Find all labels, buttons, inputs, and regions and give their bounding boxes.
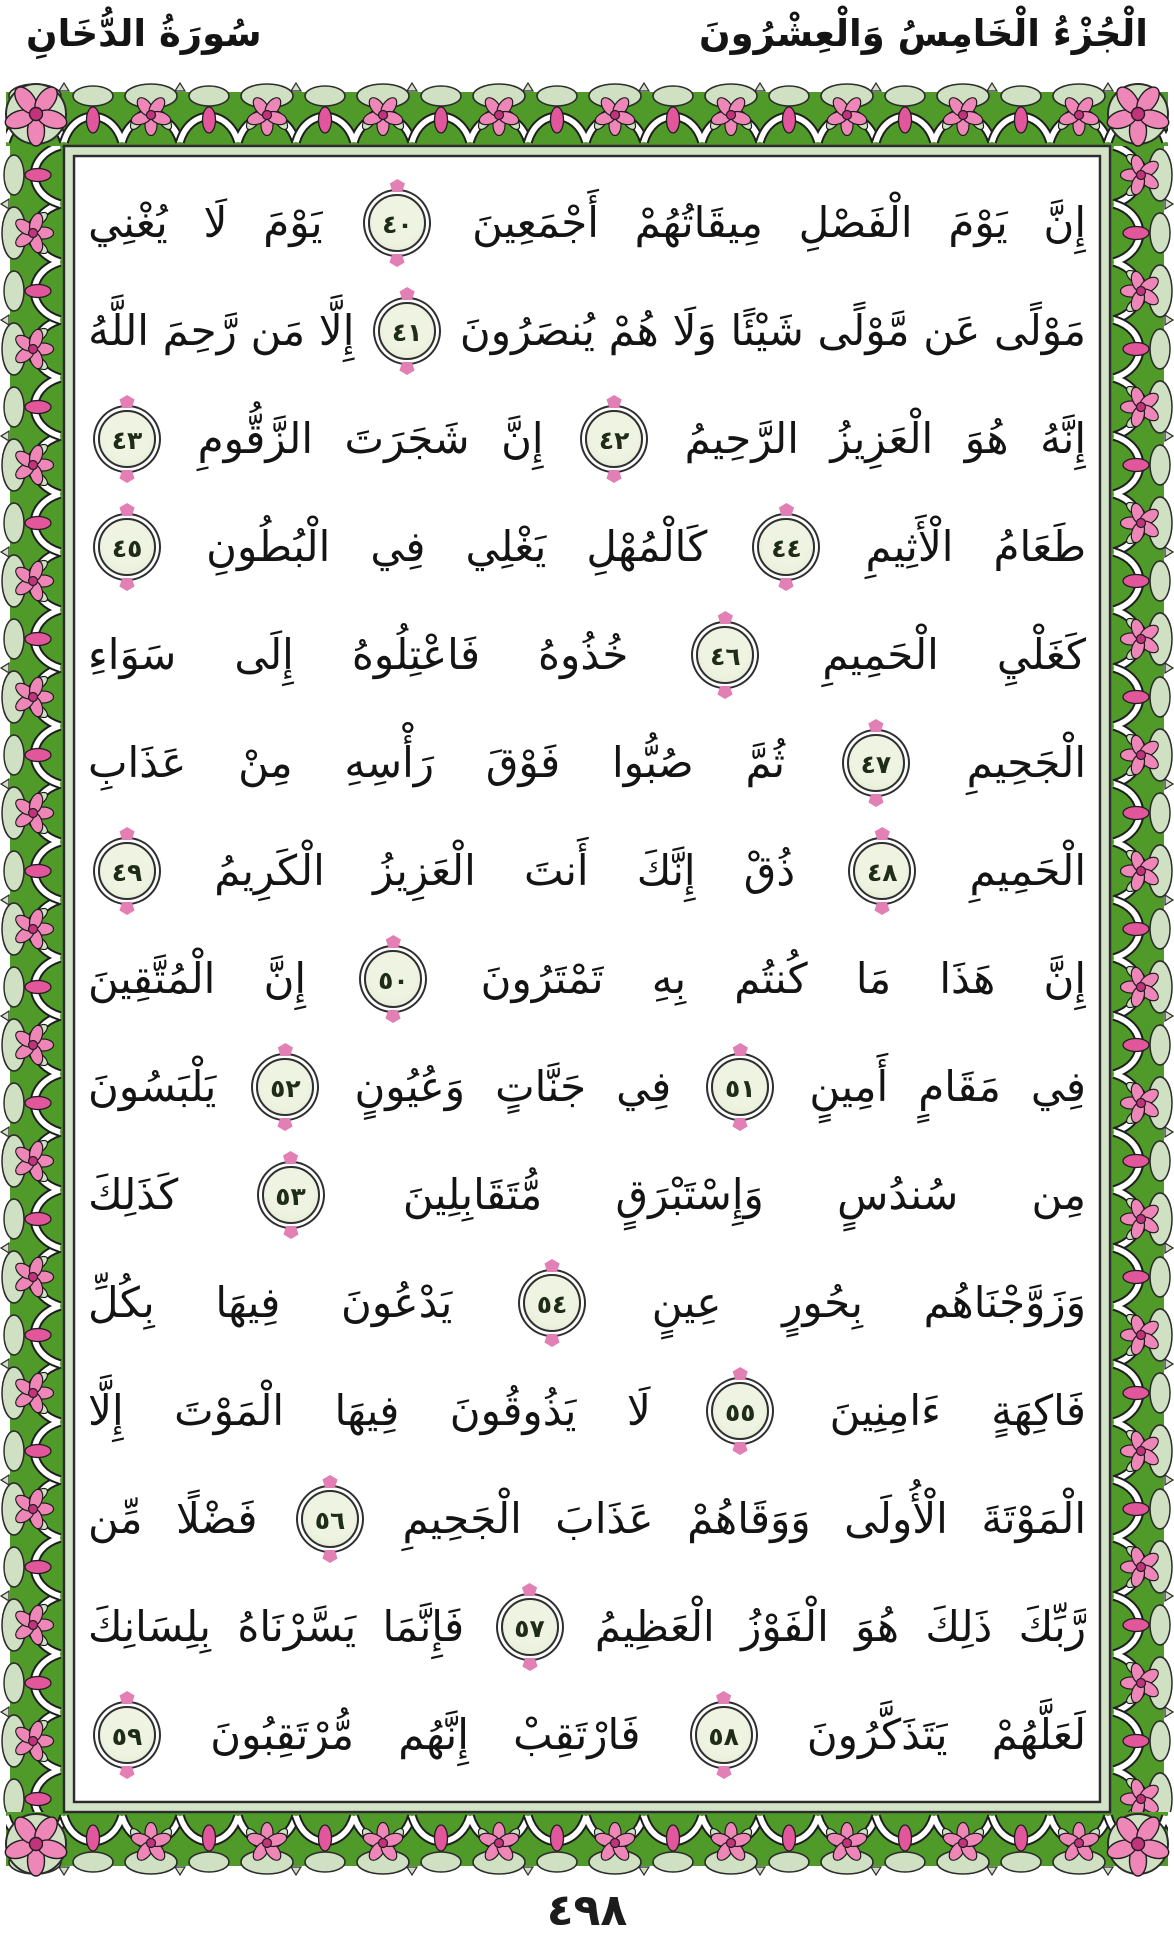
verse-number-marker	[847, 734, 905, 792]
verse-number: ٥٢	[270, 1073, 301, 1103]
verse-word: مِيقَاتُهُمْ	[634, 198, 763, 247]
verse-word: ذَلِكَ	[925, 1602, 993, 1651]
page-number: ٤٩٨	[546, 1885, 628, 1936]
verse-word: مَن	[250, 306, 306, 355]
verse-word: الرَّحِيمُ	[684, 414, 799, 463]
verse-word: وَلَا	[672, 306, 717, 355]
verse-number: ٥٧	[514, 1613, 545, 1643]
verse-word: هُمْ	[608, 306, 659, 355]
verse-word: تَمْتَرُونَ	[480, 954, 604, 1003]
verse-number: ٤٩	[111, 857, 143, 887]
verse-word: مِنْ	[238, 738, 293, 787]
verse-word: وَعُيُونٍ	[354, 1062, 465, 1111]
verse-word: ءَامِنِينَ	[829, 1386, 941, 1435]
verse-word: الْحَمِيمِ	[822, 630, 939, 679]
verse-word: فِيهَا	[215, 1278, 281, 1327]
verse-word: الْمَوْتَةَ	[981, 1494, 1086, 1543]
verse-number-marker	[98, 518, 156, 576]
quran-line	[88, 1360, 1086, 1462]
verse-number: ٤٤	[771, 533, 802, 563]
verse-number: ٥٤	[536, 1289, 568, 1319]
verse-number: ٥٨	[708, 1721, 739, 1751]
verse-word: فَارْتَقِبْ	[513, 1710, 641, 1759]
verse-word: إِلَّا	[318, 306, 355, 355]
verse-number: ٥١	[725, 1073, 756, 1103]
verse-word: يَذُوقُونَ	[449, 1386, 577, 1435]
quran-line	[88, 1684, 1086, 1786]
verse-word: شَيْئًا	[730, 306, 804, 355]
verse-word: عَن	[923, 306, 981, 355]
verse-number-marker	[262, 1166, 320, 1224]
verse-word: الْعَزِيزُ	[372, 846, 476, 895]
verse-word: هَذَا	[939, 954, 996, 1003]
quran-line	[88, 1144, 1086, 1246]
verse-number-marker	[696, 626, 754, 684]
verse-word: كُنتُم	[734, 954, 808, 1003]
verse-word: الزَّقُّومِ	[197, 414, 313, 463]
verse-number-marker	[98, 842, 156, 900]
verse-word: الْجَحِيمِ	[966, 738, 1086, 787]
verse-word: يُنصَرُونَ	[459, 306, 595, 355]
verse-number-marker	[711, 1382, 769, 1440]
verse-word: عَذَابَ	[555, 1494, 654, 1543]
verse-number-marker	[523, 1274, 581, 1332]
verse-number: ٥٩	[111, 1721, 143, 1751]
verse-number-marker	[757, 518, 815, 576]
verse-word: مِن	[1031, 1170, 1086, 1219]
verse-word: الْمُتَّقِينَ	[88, 954, 216, 1003]
quran-line	[88, 1468, 1086, 1570]
verse-word: إِنَّ	[1043, 954, 1086, 1003]
verse-word: خُذُوهُ	[538, 630, 629, 679]
verse-word: إِنَّ	[1043, 198, 1086, 247]
verse-number: ٤٨	[867, 857, 898, 887]
verse-word: عَذَابِ	[88, 738, 187, 787]
verse-word: إِنَّهُم	[398, 1710, 469, 1759]
verse-word: الْحَمِيمِ	[969, 846, 1086, 895]
verse-word: مَوْلًى	[994, 306, 1086, 355]
quran-line	[88, 1252, 1086, 1354]
verse-word: مَّوْلًى	[817, 306, 910, 355]
verse-word: رَّبِّكَ	[1018, 1602, 1086, 1651]
verse-word: كَغَلْيِ	[996, 630, 1086, 679]
verse-number-marker	[378, 302, 436, 360]
verse-word: بِكُلِّ	[88, 1278, 155, 1327]
verse-word: فِيهَا	[334, 1386, 400, 1435]
verse-word: رَأْسِهِ	[344, 738, 435, 787]
verse-number-marker	[585, 410, 643, 468]
verse-word: الْأُولَى	[844, 1494, 948, 1543]
border-strip-right	[1110, 146, 1174, 1812]
verse-word: بِهِ	[651, 954, 687, 1003]
verse-word: الْجَحِيمِ	[402, 1494, 522, 1543]
verse-word: الْعَظِيمُ	[594, 1602, 715, 1651]
verse-word: وَإِسْتَبْرَقٍ	[615, 1170, 764, 1219]
verse-word: فَإِنَّمَا	[382, 1602, 465, 1651]
verse-word: مُّرْتَقِبُونَ	[210, 1710, 355, 1759]
verse-word: لَا	[626, 1386, 651, 1435]
verse-word: يُغْنِي	[88, 198, 168, 247]
verse-word: الْبُطُونِ	[206, 522, 331, 571]
verse-word: عِينٍ	[651, 1278, 722, 1327]
quran-line	[88, 280, 1086, 382]
verse-word: اللَّهُ	[88, 306, 149, 355]
verse-word: فِي	[1030, 1062, 1086, 1111]
verse-word: أَجْمَعِينَ	[472, 198, 599, 247]
verse-number: ٥٣	[275, 1181, 306, 1211]
verse-word: بِحُورٍ	[782, 1278, 863, 1327]
verse-word: لَعَلَّهُمْ	[991, 1710, 1086, 1759]
verse-word: يَوْمَ	[948, 198, 1008, 247]
verse-word: هُوَ	[964, 414, 1009, 463]
verse-word: الْعَزِيزُ	[830, 414, 934, 463]
verse-word: كَالْمُهْلِ	[586, 522, 708, 571]
quran-line	[88, 1576, 1086, 1678]
verse-word: كَذَلِكَ	[88, 1170, 179, 1219]
verse-word: إِنَّ	[263, 954, 307, 1003]
verse-word: فَاعْتِلُوهُ	[351, 630, 481, 679]
verse-number: ٥٦	[314, 1505, 346, 1535]
verse-word: ثُمَّ	[745, 738, 786, 787]
verse-word: جَنَّاتٍ	[495, 1062, 587, 1111]
quran-line	[88, 712, 1086, 814]
verse-word: وَوَقَاهُمْ	[687, 1494, 811, 1543]
verse-number-marker	[98, 1706, 156, 1764]
quran-line	[88, 820, 1086, 922]
verse-word: الْفَوْزُ	[741, 1602, 829, 1651]
verse-number-marker	[301, 1490, 359, 1548]
verse-word: إِنَّكَ	[636, 846, 696, 895]
verse-word: يَدْعُونَ	[341, 1278, 453, 1327]
verse-word: رَّحِمَ	[162, 306, 237, 355]
border-strip-top	[6, 82, 1168, 146]
verse-number-marker	[368, 194, 426, 252]
verse-word: يَلْبَسُونَ	[88, 1062, 217, 1111]
verse-word: مُّتَقَابِلِينَ	[402, 1170, 543, 1219]
verse-word: فَاكِهَةٍ	[991, 1386, 1086, 1435]
verse-word: يَسَّرْنَاهُ	[237, 1602, 357, 1651]
verse-number: ٥٥	[724, 1397, 756, 1427]
border-strip-bottom	[6, 1812, 1168, 1876]
verse-word: يَوْمَ	[263, 198, 323, 247]
verse-number-marker	[853, 842, 911, 900]
quran-line	[88, 172, 1086, 274]
verse-word: وَزَوَّجْنَاهُم	[923, 1278, 1086, 1327]
quran-line	[88, 1036, 1086, 1138]
verse-word: فِي	[370, 522, 426, 571]
verse-number: ٤٥	[111, 533, 143, 563]
verse-number: ٥٠	[378, 965, 409, 995]
verse-word: الْكَرِيمُ	[214, 846, 325, 895]
verse-number-marker	[695, 1706, 753, 1764]
verse-word: سَوَاءِ	[88, 630, 177, 679]
quran-line	[88, 928, 1086, 1030]
verse-word: أَنتَ	[523, 846, 589, 895]
quran-text-area	[88, 172, 1086, 1786]
verse-word: لَا	[203, 198, 228, 247]
quran-line	[88, 604, 1086, 706]
verse-number: ٤٦	[710, 641, 741, 671]
verse-word: يَغْلِي	[465, 522, 547, 571]
verse-word: مَا	[855, 954, 892, 1003]
verse-word: الْمَوْتَ	[174, 1386, 285, 1435]
verse-word: فَضْلًا	[175, 1494, 258, 1543]
verse-word: الْفَصْلِ	[798, 198, 913, 247]
verse-number-marker	[98, 410, 156, 468]
verse-word: فِي	[616, 1062, 672, 1111]
verse-number-marker	[711, 1058, 769, 1116]
verse-number: ٤٧	[860, 749, 892, 779]
surah-title: سُورَةُ الدُّخَانِ	[26, 12, 262, 55]
verse-word: طَعَامُ	[993, 522, 1086, 571]
verse-number-marker	[364, 950, 422, 1008]
verse-word: الْأَثِيمِ	[865, 522, 954, 571]
verse-word: أَمِينٍ	[809, 1062, 889, 1111]
verse-number: ٤١	[391, 317, 423, 347]
verse-word: إِلَّا	[88, 1386, 124, 1435]
verse-word: سُندُسٍ	[837, 1170, 959, 1219]
verse-word: هُوَ	[855, 1602, 899, 1651]
border-strip-left	[0, 146, 64, 1812]
verse-word: بِلِسَانِكَ	[88, 1602, 211, 1651]
verse-number: ٤٣	[111, 425, 143, 455]
verse-word: إِلَى	[234, 630, 294, 679]
quran-line	[88, 388, 1086, 490]
verse-number: ٤٠	[382, 209, 413, 239]
verse-word: إِنَّ	[501, 414, 544, 463]
verse-number-marker	[501, 1598, 559, 1656]
verse-number: ٤٢	[598, 425, 630, 455]
quran-line	[88, 496, 1086, 598]
verse-word: ذُقْ	[743, 846, 796, 895]
verse-word: إِنَّهُ	[1040, 414, 1086, 463]
juz-title: الْجُزْءُ الْخَامِسُ وَالْعِشْرُونَ	[699, 12, 1148, 55]
verse-word: فَوْقَ	[485, 738, 561, 787]
verse-word: مِّن	[88, 1494, 143, 1543]
verse-word: شَجَرَتَ	[344, 414, 470, 463]
verse-word: يَتَذَكَّرُونَ	[806, 1710, 948, 1759]
verse-number-marker	[256, 1058, 314, 1116]
verse-word: صُبُّوا	[611, 738, 694, 787]
verse-word: مَقَامٍ	[918, 1062, 1001, 1111]
